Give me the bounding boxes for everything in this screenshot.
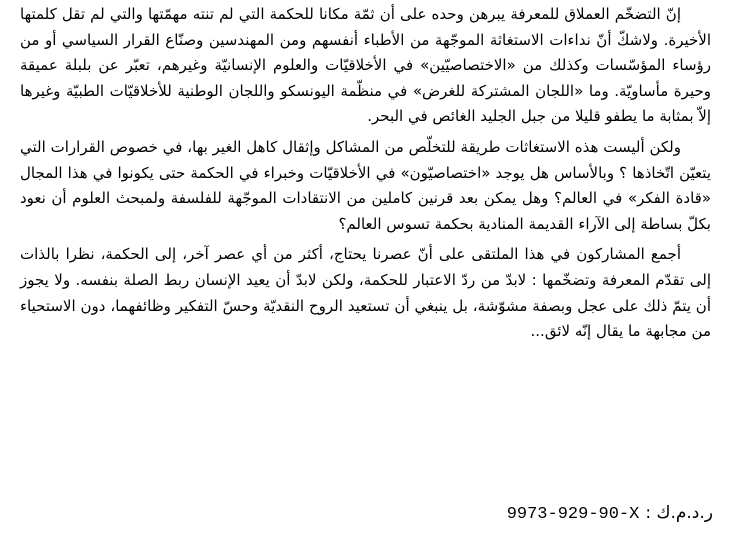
paragraph-2: ولكن أليست هذه الاستغاثات طريقة للتخلّص من المشاكل وإثقال كاهل الغير بها، في خصوص القرارات التي يتعيّن اتّخاذها ؟ وبالأساس هل يوجد «اختصاصيّون» في الأخلاقيّات وخبراء في الحكمة حتى يكونوا في هذا المجال «قادة الفكر» في العالم؟ وهل يمكن بعد قرنين كاملين من الانتقادات الموجّهة للفلسفة ولمبحث العلوم أن نعود بكلّ بساطة إلى الآراء القديمة المنادية بحكمة تسوس العالم؟ xyxy=(20,137,711,233)
isbn-label: ر.د.م.ك : xyxy=(645,503,713,523)
paragraph-1: إنّ التضخّم العملاق للمعرفة يبرهن وحده على أن ثمّة مكانا للحكمة التي لم تنته مهمّتها والتي لم تقل كلمتها الأخيرة. ولاشكّ أنّ نداءات الاستغاثة الموجّهة من الأطباء أنفسهم ومن المهندسين وصنّاع القرار السياسي أو من رؤساء المؤسّسات وكذلك من «الاختصاصيّين» في الأخلاقيّات والعلوم الإنسانيّة وغيرهم، تعبّر عن بلبلة عميقة وحيرة مأساويّة. وما «اللجان المشتركة للغرض» في منظّمة اليونسكو واللجان الوطنية للأخلاقيّات الطبيّة وغيرها إلاّ بمثابة ما يطفو قليلا من جبل الجليد الغائص في البحر. xyxy=(20,5,711,126)
isbn-value: 9973-929-90-X xyxy=(506,505,640,524)
isbn-line xyxy=(0,500,733,528)
paragraph-3: أجمع المشاركون في هذا الملتقى على أنّ عصرنا يحتاج، أكثر من أي عصر آخر، إلى الحكمة، نظرا بالذات إلى تقدّم المعرفة وتضخّمها : لابدّ من ردّ الاعتبار للحكمة، ولكن لابدّ أن يعيد الإنسان ربط الصلة بنفسه. ولا يجوز أن يتمّ ذلك على عجل وبصفة مشوّشة، بل ينبغي أن تستعيد الروح النقديّة وحسّ التفكير وظائفهما، دون الاستحياء من مجابهة ما يقال إنّه لائق... xyxy=(20,245,711,341)
